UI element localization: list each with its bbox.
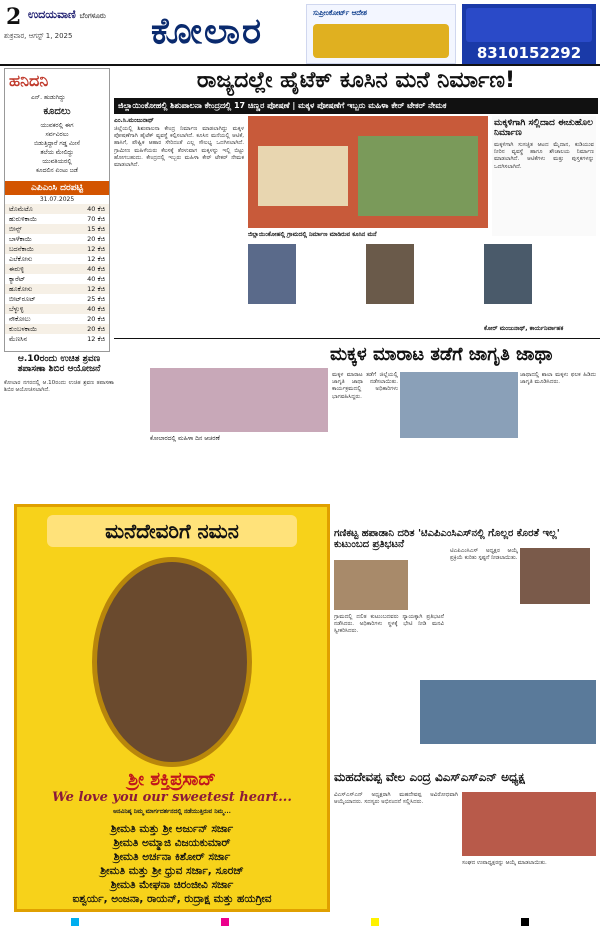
apmc-rate-row	[5, 254, 109, 264]
tribute-portrait	[92, 557, 252, 767]
lead-body: ಜಿಲ್ಲೆಯಲ್ಲಿ ಶಿಶುಪಾಲನಾ ಕೇಂದ್ರ ನಿರ್ಮಾಣ ಮಾಡಲಾಗಿದ್ದು ಮಕ್ಕಳ ಪೋಷಣೆಗಾಗಿ ಹೈಟೆಕ್ ವ್ಯವಸ್ಥೆ ಕಲ್ಪಿಸಲಾಗಿದೆ. ಕೂಸಿನ ಮನೆಯಲ್ಲಿ ಆಟಿಕೆ, ಹಾಸಿಗೆ, ಪೌಷ್ಟಿಕ ಆಹಾರ ಸೇರಿದಂತೆ ಎಲ್ಲ ಸೌಲಭ್ಯ ಒದಗಿಸಲಾಗಿದೆ. ಗ್ರಾಮೀಣ ಮಹಿಳೆಯರು ಕೆಲಸಕ್ಕೆ ತೆರಳುವಾಗ ಮಕ್ಕಳನ್ನು ಇಲ್ಲಿ ಬಿಟ್ಟು ಹೋಗಬಹುದು. ಕೇಂದ್ರದಲ್ಲಿ ಇಬ್ಬರು ಮಹಿಳಾ ಕೇರ್ ಟೇಕರ್ ನೇಮಕ ಮಾಡಲಾಗಿದೆ.	[114, 126, 244, 169]
tapcms-headline: 'ಟಿಎಪಿಎಂಸಿಎಸ್‌ನಲ್ಲಿ ಗೊಲ್ಲರ ಕೊರತೆ ಇಲ್ಲ'	[418, 528, 560, 539]
rate-price: 15 ಕೆಜಿ	[87, 225, 105, 233]
rate-item: ಬೀಟ್‌ರೂಟ್	[9, 295, 36, 303]
story2-body: ಮಕ್ಕಳ ಮಾರಾಟ ತಡೆಗೆ ಜಿಲ್ಲೆಯಲ್ಲಿ ಜಾಗೃತಿ ಜಾಥಾ ನಡೆಸಲಾಯಿತು. ಕಾರ್ಯಕ್ರಮದಲ್ಲಿ ಅಧಿಕಾರಿಗಳು ಭಾಗವಹಿಸಿದ್ದರು.	[332, 372, 398, 400]
rate-price: 20 ಕೆಜಿ	[87, 325, 105, 333]
rate-item: ಕ್ಯಾರೆಟ್	[9, 275, 26, 283]
rate-item: ಬದನೆಕಾಯಿ	[9, 245, 34, 253]
rate-price: 12 ಕೆಜಿ	[87, 335, 105, 343]
story4-body: ವಿಎಸ್‌ಎಸ್‌ಎನ್ ಅಧ್ಯಕ್ಷರಾಗಿ ಮಹದೇವಪ್ಪ ಅವಿರೋಧವಾಗಿ ಆಯ್ಕೆಯಾದರು. ಸದಸ್ಯರು ಅಭಿನಂದನೆ ಸಲ್ಲಿಸಿದರು.	[334, 792, 458, 806]
family-line: ಶ್ರೀಮತಿ ಅಮ್ಮಾಜಿ ವಿಜಯಕುಮಾರ್	[113, 837, 231, 849]
ad-phone-number: 8310152292	[476, 44, 582, 62]
apmc-rate-row	[5, 304, 109, 314]
apmc-rate-row	[5, 284, 109, 294]
tribute-line: ಅನವಿನಿಷ್ಠ ನಿಮ್ಮ ಮಾರ್ಗದರ್ಶನದಲ್ಲಿ ನಡೆಯುತ್ತಿರುವ ನಿಮ್ಮ...	[113, 808, 231, 815]
hearing-camp-body: ಕೋಲಾರ ನಗರದಲ್ಲಿ ಆ.10ರಂದು ಉಚಿತ ಶ್ರವಣ ತಪಾಸಣಾ ಶಿಬಿರ ಆಯೋಜಿಸಲಾಗಿದೆ.	[4, 380, 114, 394]
family-line: ಶ್ರೀಮತಿ ಮತ್ತು ಶ್ರೀ ಅರ್ಜುನ್ ಸರ್ಜಾ	[110, 823, 234, 835]
apmc-title: ಎಪಿಎಂಸಿ ದರಪಟ್ಟಿ	[5, 181, 109, 195]
quote-author: ಕೋರ್ ಮಂಜುನಾಥ್, ಕಾರ್ಯನಿರ್ವಾಹಕ	[484, 325, 564, 332]
rate-item: ಎಲೆಕೋಸು	[9, 255, 33, 263]
apmc-rate-row	[5, 324, 109, 334]
rate-price: 12 ಕೆಜಿ	[87, 245, 105, 253]
top-ad-1: ಸುಪ್ರೀಂಕೋರ್ಟ್ ಆದೇಶ	[306, 4, 456, 64]
rate-price: 12 ಕೆಜಿ	[87, 285, 105, 293]
story4-side: ಸಂಘದ ಉಪಾಧ್ಯಕ್ಷರನ್ನು ಆಯ್ಕೆ ಮಾಡಲಾಯಿತು.	[462, 860, 547, 866]
rate-item: ಬೆಳ್ಳುಳ್ಳಿ	[9, 305, 24, 313]
rate-price: 70 ಕೆಜಿ	[87, 215, 105, 223]
apmc-rate-row	[5, 224, 109, 234]
story4-photo	[462, 792, 596, 856]
apmc-rate-row	[5, 214, 109, 224]
story2-caption: ಕೋಲಾರದಲ್ಲಿ ಮಹಿಳಾ ದಿನ ಆಚರಣೆ	[150, 435, 220, 442]
rate-price: 40 ಕೆಜಿ	[87, 275, 105, 283]
tapcms-body: ಟಿಎಪಿಎಂಸಿಎಸ್ ಅಧ್ಯಕ್ಷರ ಆಯ್ಕೆ ಪ್ರಕ್ರಿಯೆ ಕುರಿತು ಸ್ಪಷ್ಟನೆ ನೀಡಲಾಯಿತು.	[450, 548, 518, 562]
family-line: ಶ್ರೀಮತಿ ಅರ್ಚನಾ ಕಿಶೋರ್ ಸರ್ಜಾ	[113, 851, 231, 863]
poem-line: ಬಿಡುತ್ತಿದ್ದಾರೆ ಗಡ್ಡ ಮೀಸೆ	[34, 140, 80, 147]
lead-photo	[248, 116, 488, 228]
tribute-heading: ಮನೆದೇವರಿಗೆ ನಮನ	[47, 515, 297, 547]
quotes-row	[248, 240, 596, 336]
apmc-date: 31.07.2025	[39, 196, 75, 203]
lead-sidebar: ಮಕ್ಕಳಿಗಾಗಿ ಸಲ್ಲಿದಾದ ಈಚುಹೊಲ ನಿರ್ಮಾಣ ಮಕ್ಕಳಿಗಾಗಿ ಸುಸಜ್ಜಿತ ಆಟದ ಮೈದಾನ, ಕುಡಿಯುವ ನೀರಿನ ವ್ಯವಸ್ಥೆ ಹಾಗೂ ಶೌಚಾಲಯ ನಿರ್ಮಾಣ ಮಾಡಲಾಗಿದೆ. ಆಟಿಕೆಗಳು ಮತ್ತು ಪುಸ್ತಕಗಳನ್ನು ಒದಗಿಸಲಾಗಿದೆ.	[492, 116, 596, 236]
lead-caption: ಜಿಲ್ಲಾಯಿಂಕೋಹಲ್ಲಿ ಗ್ರಾಮದಲ್ಲಿ ನಿರ್ಮಾಣ ಮಾಡಿರುವ ಕೂಸಿನ ಮನೆ	[248, 231, 377, 238]
print-registration-bar	[0, 916, 600, 928]
story3-headline: ಗಣಿಕಟ್ಟ ಹಪಾಡಾನಿ ದರಿತ ಕುಟುಂಬದ ಪ್ರತಿಭಟನೆ	[334, 528, 415, 550]
rate-item: ನೌಕೋಲು	[9, 315, 31, 323]
issue-date: ಶುಕ್ರವಾರ, ಆಗಸ್ಟ್ 1, 2025	[4, 32, 73, 40]
portrait	[484, 244, 532, 304]
story2-headline: ಮಕ್ಕಳ ಮಾರಾಟ ತಡೆಗೆ ಜಾಗೃತಿ ಜಾಥಾ	[330, 344, 553, 365]
tribute-portrait-frame	[17, 557, 327, 767]
rate-item: ಕುಂಬಳಕಾಯಿ	[9, 325, 38, 333]
poem	[5, 121, 109, 175]
rate-price: 40 ಕೆಜಿ	[87, 305, 105, 313]
poem-line: ಕೂದಲಿನ ಏಂಟು ಜಡೆ	[36, 167, 78, 174]
rate-item: ಟೊಮೆಟೊ	[9, 205, 33, 213]
hearing-camp-headline: ಆ.10ರಂದು ಉಚಿತ ಶ್ರವಣ ತಪಾಸಣಾ ಶಿಬಿರ ಆಯೋಜನೆ	[17, 354, 101, 374]
rate-item: ಹೂಕೋಸು	[9, 285, 33, 293]
tribute-family	[17, 822, 327, 906]
section-rule	[114, 338, 600, 339]
rate-price: 20 ಕೆಜಿ	[87, 315, 105, 323]
paper-name: ಉದಯವಾಣಿ ಬೆಂಗಳೂರು	[28, 8, 106, 21]
rate-item: ಈರುಳ್ಳಿ	[9, 265, 25, 273]
rate-price: 40 ಕೆಜಿ	[87, 205, 105, 213]
apmc-rates-table	[5, 204, 109, 344]
apmc-rate-row	[5, 264, 109, 274]
poem-title: ಕೂದಲು	[43, 106, 71, 117]
tribute-love-line: We love you our sweetest heart...	[52, 790, 292, 805]
rate-item: ಬಾಳೆಕಾಯಿ	[9, 235, 32, 243]
story3-photo	[334, 560, 408, 610]
rate-price: 12 ಕೆಜಿ	[87, 255, 105, 263]
hanidani-author: ಎನ್. ಹುಡುಗಿದ್ದು	[31, 94, 66, 101]
apmc-rate-row	[5, 334, 109, 344]
rate-item: ಮೆಣಸಿನ	[9, 335, 28, 343]
story2-side: ಜಾಥಾದಲ್ಲಿ ಶಾಲಾ ಮಕ್ಕಳು ಫಲಕ ಹಿಡಿದು ಜಾಗೃತಿ ಮೂಡಿಸಿದರು.	[520, 372, 596, 386]
tribute-ad	[14, 504, 330, 912]
lead-byline: ಎಂ.ಸಿ.ಮಂಜುನಾಥ್	[114, 117, 154, 124]
story2-photo	[150, 368, 328, 432]
rate-price: 40 ಕೆಜಿ	[87, 265, 105, 273]
rate-price: 25 ಕೆಜಿ	[87, 295, 105, 303]
tapcms-portrait	[520, 548, 590, 604]
rate-price: 20 ಕೆಜಿ	[87, 235, 105, 243]
poem-line: ಯುವಕರಲ್ಲಿ ಈಗ	[40, 122, 74, 129]
portrait	[248, 244, 296, 304]
story3-body: ಗ್ರಾಮದಲ್ಲಿ ದಲಿತ ಕುಟುಂಬದವರು ನ್ಯಾಯಕ್ಕಾಗಿ ಪ್ರತಿಭಟನೆ ನಡೆಸಿದರು. ಅಧಿಕಾರಿಗಳು ಸ್ಥಳಕ್ಕೆ ಭೇಟಿ ನೀಡಿ ಮನವಿ ಸ್ವೀಕರಿಸಿದರು.	[334, 614, 444, 635]
masthead-rule	[0, 64, 600, 66]
family-line: ಶ್ರೀಮತಿ ಮತ್ತು ಶ್ರೀ ಧ್ರುವ ಸರ್ಜಾ, ಸೂರಜ್	[100, 865, 244, 877]
family-line: ಶ್ರೀಮತಿ ಮೇಘನಾ ಚಿರಂಜೀವಿ ಸರ್ಜಾ	[110, 879, 234, 891]
lead-headline: ರಾಜ್ಯದಲ್ಲೇ ಹೈಟೆಕ್ ಕೂಸಿನ ಮನೆ ನಿರ್ಮಾಣ!	[196, 68, 516, 93]
page-number: 2	[6, 4, 22, 30]
hanidani-title: ಹನಿದನಿ	[9, 71, 49, 90]
apmc-rate-row	[5, 314, 109, 324]
story4-headline: ಮಹದೇವಪ್ಪ ವೇಲ ಎಂದ್ರ ವಿಎಸ್‌ಎಸ್‌ಎನ್ ಅಧ್ಯಕ್ಷ	[334, 770, 525, 784]
apmc-rate-row	[5, 234, 109, 244]
sidebar-box	[4, 68, 110, 352]
lead-subhead: ಜಿಲ್ಲಾಯಿಂಕೋಹಲ್ಲಿ ಶಿಶುಪಾಲನಾ ಕೇಂದ್ರದಲ್ಲಿ 17 ಚಿಣ್ಣರ ಪೋಷಣೆ | ಮಕ್ಕಳ ಪೋಷಣೆಗೆ ಇಬ್ಬರು ಮಹಿಳಾ ಕೇರ್ ಟೇಕರ್ ನೇಮಕ	[114, 98, 598, 114]
poem-line: ತಲೆಯ ಮೇಲಿದ್ದು	[40, 149, 74, 156]
apmc-rate-row	[5, 204, 109, 214]
apmc-rate-row	[5, 244, 109, 254]
lead-side-title: ಮಕ್ಕಳಿಗಾಗಿ ಸಲ್ಲಿದಾದ ಈಚುಹೊಲ ನಿರ್ಮಾಣ	[494, 118, 593, 138]
rate-item: ಬೀನ್ಸ್	[9, 225, 22, 233]
district-title: ಕೋಲಾರ	[112, 6, 302, 58]
apmc-rate-row	[5, 274, 109, 284]
rate-item: ಹುರುಳಿಕಾಯಿ	[9, 215, 37, 223]
tapcms-photo	[420, 680, 596, 744]
jatha-photo	[400, 372, 518, 438]
top-ad-2	[462, 4, 596, 64]
tribute-name: ಶ್ರೀ ಶಕ್ತಿಪ್ರಸಾದ್	[128, 769, 216, 790]
poem-line: ಯುವತಿಯರಲ್ಲಿ	[42, 158, 72, 165]
family-line: ಐಶ್ವರ್ಯ, ಅಂಜನಾ, ರಾಯನ್, ರುದ್ರಾಕ್ಷ ಮತ್ತು ಹಯಗ್ರೀವ	[72, 893, 272, 905]
portrait	[366, 244, 414, 304]
poem-line: ಸರ್ವವಿರಲು	[45, 131, 69, 138]
apmc-rate-row	[5, 294, 109, 304]
